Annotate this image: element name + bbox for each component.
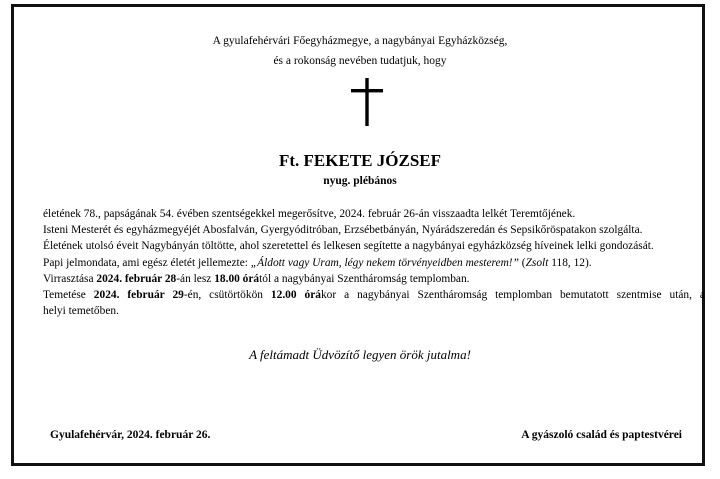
cross-icon bbox=[351, 78, 383, 126]
funeral-time: 12.00 órá bbox=[270, 289, 321, 302]
funeral-mid: -én, csütörtökön bbox=[183, 289, 271, 302]
deceased-title: nyug. plébános bbox=[323, 175, 397, 187]
vigil-time: 18.00 órá bbox=[214, 272, 260, 285]
paragraph-funeral bbox=[43, 287, 705, 303]
motto-ref-rest: 118, 12). bbox=[548, 256, 592, 269]
motto-ref-book: Zsolt bbox=[525, 256, 549, 269]
paragraph-service: Isteni Mesterét és egyházmegyéjét Abosfalván, Gyergyóditróban, Erzsébetbányán, Nyárádszeredán és Sepsikőröspatakon szolgálta. bbox=[43, 224, 643, 237]
vigil-mid: -án lesz bbox=[176, 272, 215, 285]
paragraph-life: életének 78., papságának 54. évében szentségekkel megerősítve, 2024. február 26-án visszaadta lelkét Teremtőjének. bbox=[43, 208, 576, 220]
motto-ref-open: ( bbox=[518, 256, 526, 269]
vigil-date: 2024. február 28 bbox=[96, 272, 177, 285]
closing-blessing: A feltámadt Üdvözítő legyen örök jutalma! bbox=[249, 347, 471, 362]
obituary-body bbox=[43, 206, 705, 319]
funeral-rest-1: kor a nagybányai Szentháromság templomban bemutatott szentmise után, a bbox=[320, 289, 705, 302]
header-line-1: A gyulafehérvári Főegyházmegye, a nagybányai Egyházközség, bbox=[212, 35, 508, 47]
paragraph-funeral-cont: helyi temetőben. bbox=[43, 305, 119, 318]
vigil-prefix: Virrasztása bbox=[43, 272, 97, 285]
motto-prefix: Papi jelmondata, ami egész életét jellemezte: bbox=[43, 256, 251, 269]
funeral-date: 2024. február 29 bbox=[93, 289, 184, 302]
signature: A gyászoló család és paptestvérei bbox=[521, 429, 682, 441]
motto-quote: „Áldott vagy Uram, légy nekem törvényeidben mesterem!” bbox=[250, 256, 519, 269]
vigil-suffix: tól a nagybányai Szentháromság templomban. bbox=[259, 272, 470, 285]
paragraph-last-years: Életének utolsó éveit Nagybányán töltötte, ahol szeretettel és lelkesen segítette a nagybányai egyházközség híveinek lelki gondozását. bbox=[43, 240, 654, 253]
deceased-name: Ft. FEKETE JÓZSEF bbox=[279, 151, 441, 170]
place-date: Gyulafehérvár, 2024. február 26. bbox=[50, 429, 211, 441]
paragraph-motto bbox=[43, 255, 705, 271]
header-line-2: és a rokonság nevében tudatjuk, hogy bbox=[273, 55, 447, 67]
funeral-prefix: Temetése bbox=[43, 289, 94, 302]
paragraph-vigil bbox=[43, 271, 705, 287]
